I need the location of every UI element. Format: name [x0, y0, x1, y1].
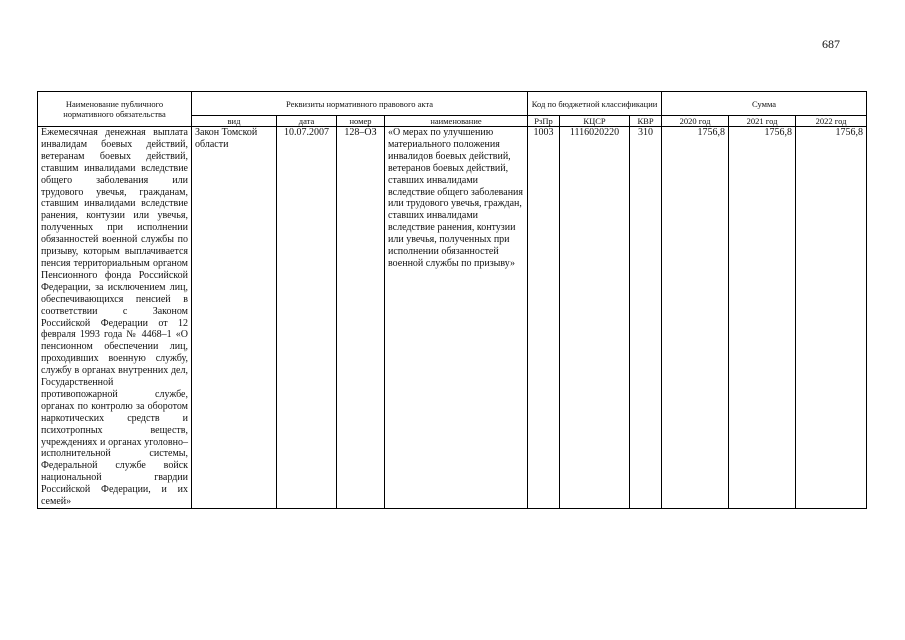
header-act-date: дата [277, 116, 337, 127]
header-year-2020: 2020 год [662, 116, 729, 127]
header-kvr: КВР [630, 116, 662, 127]
cell-kcsr: 1116020220 [560, 127, 630, 509]
header-act-number: номер [337, 116, 385, 127]
cell-rzpr: 1003 [528, 127, 560, 509]
cell-act-date: 10.07.2007 [277, 127, 337, 509]
header-act-type: вид [192, 116, 277, 127]
header-obligation: Наименование публичного нормативного обязательства [38, 92, 192, 127]
header-year-2021: 2021 год [729, 116, 796, 127]
page-number: 687 [822, 37, 840, 51]
cell-sum-2022: 1756,8 [796, 127, 867, 509]
regulatory-obligations-table [37, 91, 867, 509]
table-row [38, 127, 867, 509]
header-year-2022: 2022 год [796, 116, 867, 127]
header-budget-code: Код по бюджетной классификации [528, 92, 662, 116]
header-kcsr: КЦСР [560, 116, 630, 127]
cell-obligation: Ежемесячная денежная выплата инвалидам боевых действий, ветеранам боевых действий, ставшим инвалидами вследствие общего заболевания или трудового увечья, гражданам, ставшим инвалидами вследствие ранения, контузии или увечья, полученных при исполнении обязанностей военной службы по призыву, которым выплачивается пенсия территориальным органом Пенсионного фонда Российской Федерации, за исключением лиц, обеспечивающихся пенсией в соответствии с Законом Российской Федерации от 12 февраля 1993 года № 4468–1 «О пенсионном обеспечении лиц, проходивших военную службу, службу в органах внутренних дел, Государственной противопожарной службе, органах по контролю за оборотом наркотических средств и психотропных веществ, учреждениях и органах уголовно–исполнительной системы, Федеральной службе войск национальной гвардии Российской Федерации, и их семей» [38, 127, 192, 509]
cell-act-type: Закон Томской области [192, 127, 277, 509]
header-act-name: наименование [385, 116, 528, 127]
header-rzpr: РзПр [528, 116, 560, 127]
cell-act-number: 128–ОЗ [337, 127, 385, 509]
cell-sum-2020: 1756,8 [662, 127, 729, 509]
cell-sum-2021: 1756,8 [729, 127, 796, 509]
header-act-requisites: Реквизиты нормативного правового акта [192, 92, 528, 116]
cell-kvr: 310 [630, 127, 662, 509]
cell-act-name: «О мерах по улучшению материального положения инвалидов боевых действий, ветеранов боевых действий, ставших инвалидами вследствие общего заболевания или трудового увечья, граждан, ставших инвалидами вследствие ранения, контузии или увечья, полученных при исполнении обязанностей военной службы по призыву» [385, 127, 528, 509]
header-sum: Сумма [662, 92, 867, 116]
